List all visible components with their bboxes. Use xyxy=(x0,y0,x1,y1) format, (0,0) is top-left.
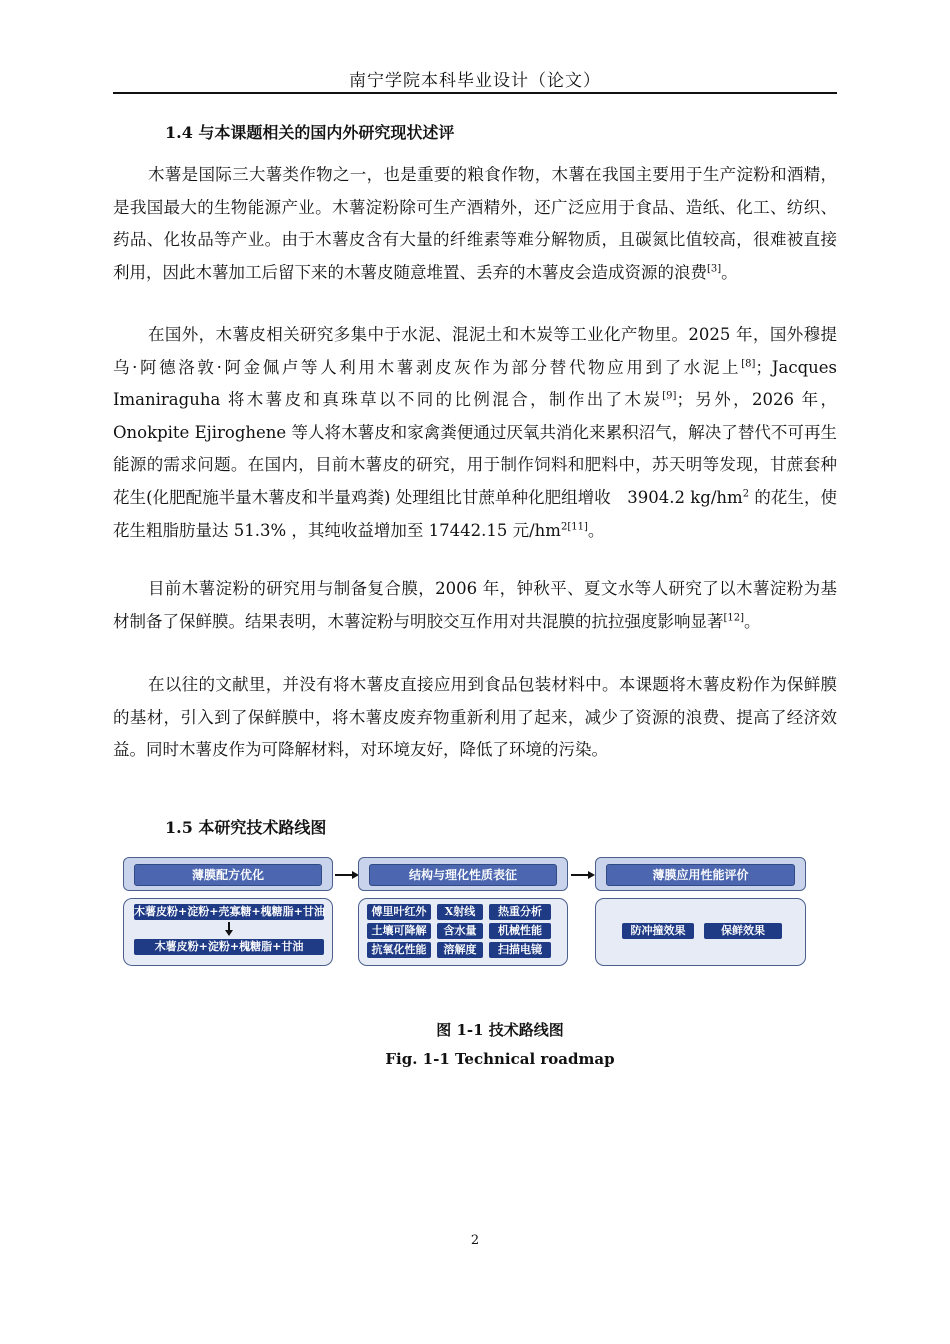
test-item: 抗氧化性能 xyxy=(367,942,431,958)
figure-caption-en: Fig. 1-1 Technical roadmap xyxy=(385,1050,615,1068)
test-item: 傅里叶红外 xyxy=(367,904,431,920)
test-item: 机械性能 xyxy=(489,923,551,939)
characterization-title: 结构与理化性质表征 xyxy=(369,864,557,886)
paragraph-3-text: 目前木薯淀粉的研究用与制备复合膜，2006 年，钟秋平、夏文水等人研究了以木薯淀粉为基材制备了保鲜膜。结果表明，木薯淀粉与明胶交互作用对共混膜的抗拉强度影响显著 xyxy=(113,579,837,631)
test-item: 扫描电镜 xyxy=(489,942,551,958)
down-arrow-head xyxy=(225,930,233,936)
paragraph-1-text: 木薯是国际三大薯类作物之一，也是重要的粮食作物，木薯在我国主要用于生产淀粉和酒精，是我国最大的生物能源产业。木薯淀粉除可生产酒精外，还广泛应用于食品、造纸、化工、纺织、药品、化妆品等产业。由于木薯皮含有大量的纤维素等难分解物质，且碳氮比值较高，很难被直接利用，因此木薯加工后留下来的木薯皮随意堆置、丢弃的木薯皮会造成资源的浪费 xyxy=(113,165,837,282)
section-heading-1-4: 1.4 与本课题相关的国内外研究现状述评 xyxy=(165,123,455,142)
citation-3: [3] xyxy=(707,263,722,275)
test-item: 热重分析 xyxy=(489,904,551,920)
paragraph-2 xyxy=(113,319,837,547)
test-item: 土壤可降解 xyxy=(367,923,431,939)
paragraph-1-end: 。 xyxy=(721,262,738,282)
arrow-2-head xyxy=(588,871,595,879)
paragraph-2-text-3: ；另外，2026 年，Onokpite Ejiroghene 等人将木薯皮和家禽粪便通过厌氧共消化来累积沼气，解决了替代不可再生能源的需求问题。在国内，目前木薯皮的研究，用于制作饲料和肥料中，苏天明等发现，甘蔗套种花生(化肥配施半量木薯皮和半量鸡粪) 处理组比甘蔗单种化肥组增收 3904.2 kg/hm xyxy=(113,390,837,507)
characterization-body xyxy=(358,898,568,966)
characterization-header xyxy=(358,857,568,891)
citation-9: [9] xyxy=(662,390,677,402)
paragraph-2-text-5: 。 xyxy=(587,520,605,540)
paragraph-2-text-2: ；Jacques Imaniraguha 将木薯皮和真珠草以不同的比例混合，制作出了木炭 xyxy=(113,357,837,410)
arrow-1-line xyxy=(335,874,353,876)
formula-top: 木薯皮粉+淀粉+壳寡糖+槐糖脂+甘油 xyxy=(134,905,325,918)
paragraph-3 xyxy=(113,573,837,638)
arrow-2-line xyxy=(571,874,589,876)
test-item: 溶解度 xyxy=(437,942,483,958)
paragraph-3-end: 。 xyxy=(744,611,761,631)
section-heading-1-5: 1.5 本研究技术路线图 xyxy=(165,818,327,837)
citation-8: [8] xyxy=(741,358,756,370)
application-header xyxy=(595,857,806,891)
unit-superscript: 2 xyxy=(742,488,750,500)
paragraph-4: 在以往的文献里，并没有将木薯皮直接应用到食品包装材料中。本课题将木薯皮粉作为保鲜膜的基材，引入到了保鲜膜中，将木薯皮废弃物重新利用了起来，减少了资源的浪费、提高了经济效益。同时木薯皮作为可降解材料，对环境友好，降低了环境的污染。 xyxy=(113,675,837,760)
paragraph-1 xyxy=(113,159,837,289)
header-rule xyxy=(113,92,837,94)
application-title: 薄膜应用性能评价 xyxy=(606,864,795,886)
test-item: 含水量 xyxy=(437,923,483,939)
citation-12: [12] xyxy=(723,612,745,624)
test-item: X射线 xyxy=(437,904,483,920)
application-body xyxy=(595,898,806,966)
page-number: 2 xyxy=(470,1233,480,1248)
figure-caption-zh: 图 1-1 技术路线图 xyxy=(436,1021,564,1039)
formula-optimization-body xyxy=(123,898,333,966)
evaluation-item: 防冲撞效果 xyxy=(622,923,694,939)
citation-11: 2[11] xyxy=(560,521,588,533)
paragraph-2-text-4: 的花生，使花生粗脂肪量达 51.3% ，其纯收益增加至 17442.15 元/hm xyxy=(113,487,837,540)
formula-optimization-title: 薄膜配方优化 xyxy=(134,864,322,886)
technical-roadmap-diagram xyxy=(123,857,806,969)
evaluation-item: 保鲜效果 xyxy=(704,923,782,939)
paragraph-2-text-1: 在国外，木薯皮相关研究多集中于水泥、混泥土和木炭等工业化产物里。2025 年，国外穆提乌·阿德洛敦·阿金佩卢等人利用木薯剥皮灰作为部分替代物应用到了水泥上 xyxy=(113,325,837,377)
formula-bottom: 木薯皮粉+淀粉+槐糖脂+甘油 xyxy=(134,939,324,955)
formula-optimization-header xyxy=(123,857,333,891)
page-header: 南宁学院本科毕业设计（论文） xyxy=(349,71,601,91)
